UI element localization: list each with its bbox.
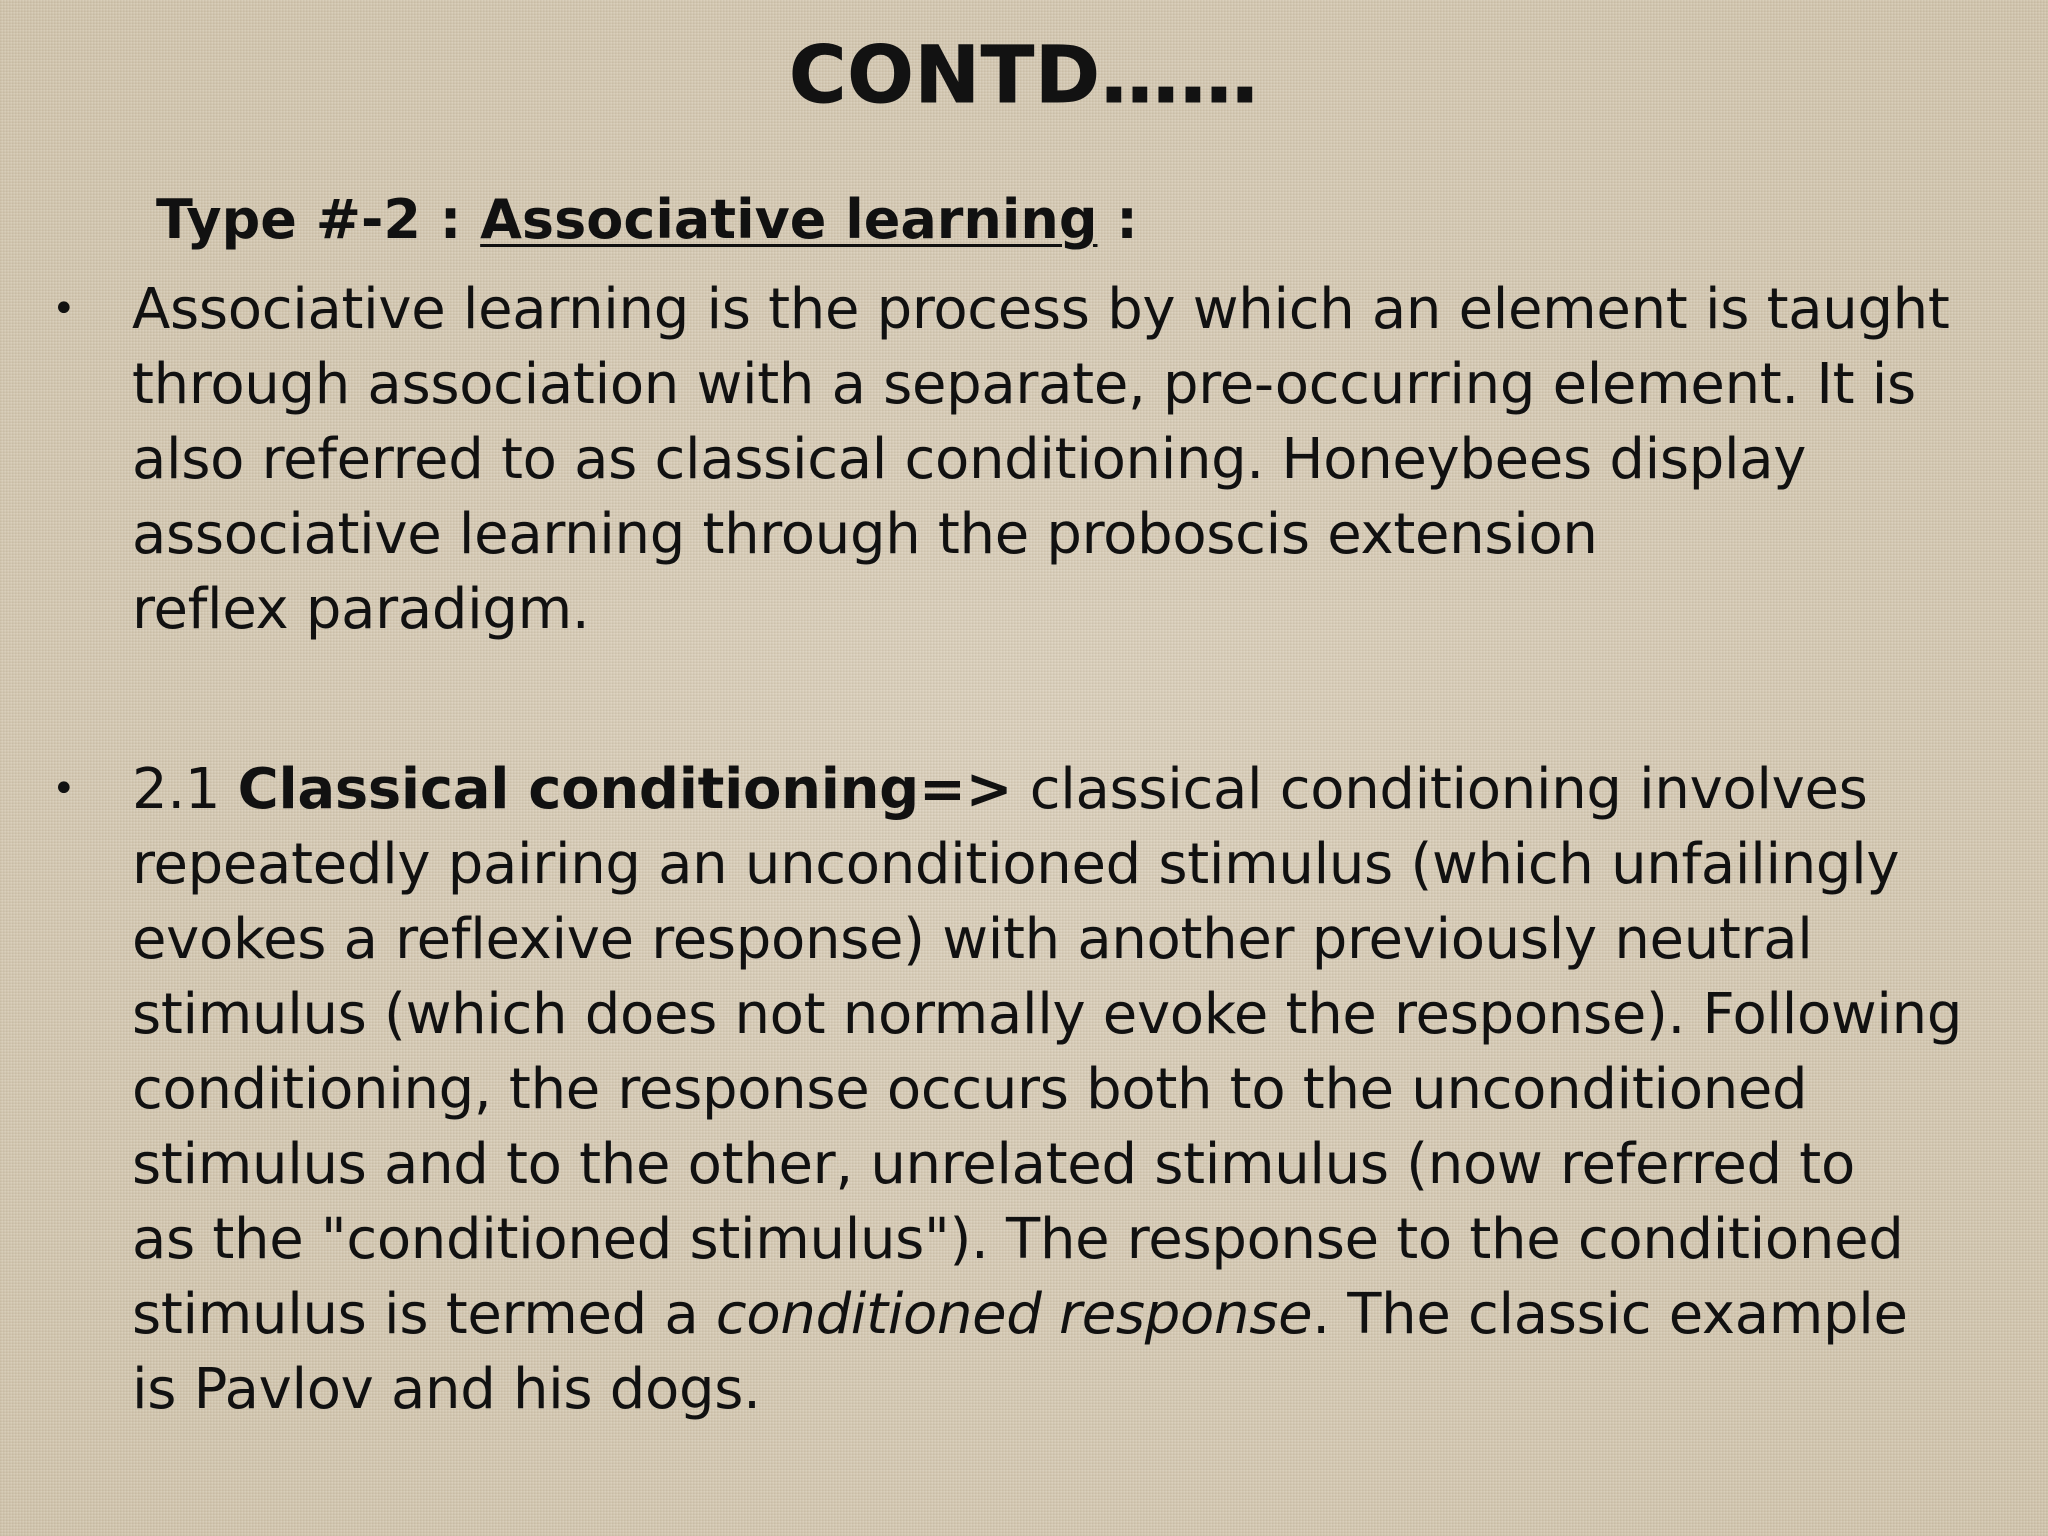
- bullet-marker: •: [52, 286, 76, 332]
- bullet-text: [132, 752, 2032, 1427]
- heading-link-associative-learning[interactable]: Associative learning: [480, 188, 1098, 251]
- section-number: 2.1: [132, 757, 238, 822]
- text-line: as the "conditioned stimulus"). The response to the conditioned: [132, 1207, 1904, 1272]
- bullet-marker: •: [52, 766, 76, 812]
- text-line: through association with a separate, pre-occurring element. It is: [132, 352, 1916, 417]
- text-line: conditioning, the response occurs both to the unconditioned: [132, 1057, 1808, 1122]
- text-line: evokes a reflexive response) with another previously neutral: [132, 907, 1813, 972]
- term-conditioned-response: conditioned response: [715, 1282, 1313, 1347]
- line-prefix: stimulus is termed a: [132, 1282, 716, 1347]
- text-line: stimulus and to the other, unrelated stimulus (now referred to: [132, 1132, 1855, 1197]
- line-suffix: . The classic example: [1312, 1282, 1908, 1347]
- text-line: also referred to as classical conditioning. Honeybees display: [132, 427, 1807, 492]
- term-classical-conditioning: Classical conditioning=>: [237, 757, 1013, 822]
- section-heading: [156, 185, 1138, 255]
- definition-start: classical conditioning involves: [1012, 757, 1868, 822]
- heading-prefix: Type #-2 :: [156, 188, 481, 251]
- text-line: repeatedly pairing an unconditioned stimulus (which unfailingly: [132, 832, 1900, 897]
- heading-suffix: :: [1097, 188, 1138, 251]
- text-line: is Pavlov and his dogs.: [132, 1357, 761, 1422]
- text-line: [132, 1277, 2032, 1352]
- text-line: reflex paradigm.: [132, 577, 590, 642]
- text-line: stimulus (which does not normally evoke the response). Following: [132, 982, 1963, 1047]
- slide-title: CONTD……: [789, 31, 1259, 121]
- text-line: Associative learning is the process by which an element is taught: [132, 277, 1950, 342]
- text-line: associative learning through the proboscis extension: [132, 502, 1598, 567]
- text-line: [132, 752, 2032, 827]
- bullet-text: [132, 272, 2032, 647]
